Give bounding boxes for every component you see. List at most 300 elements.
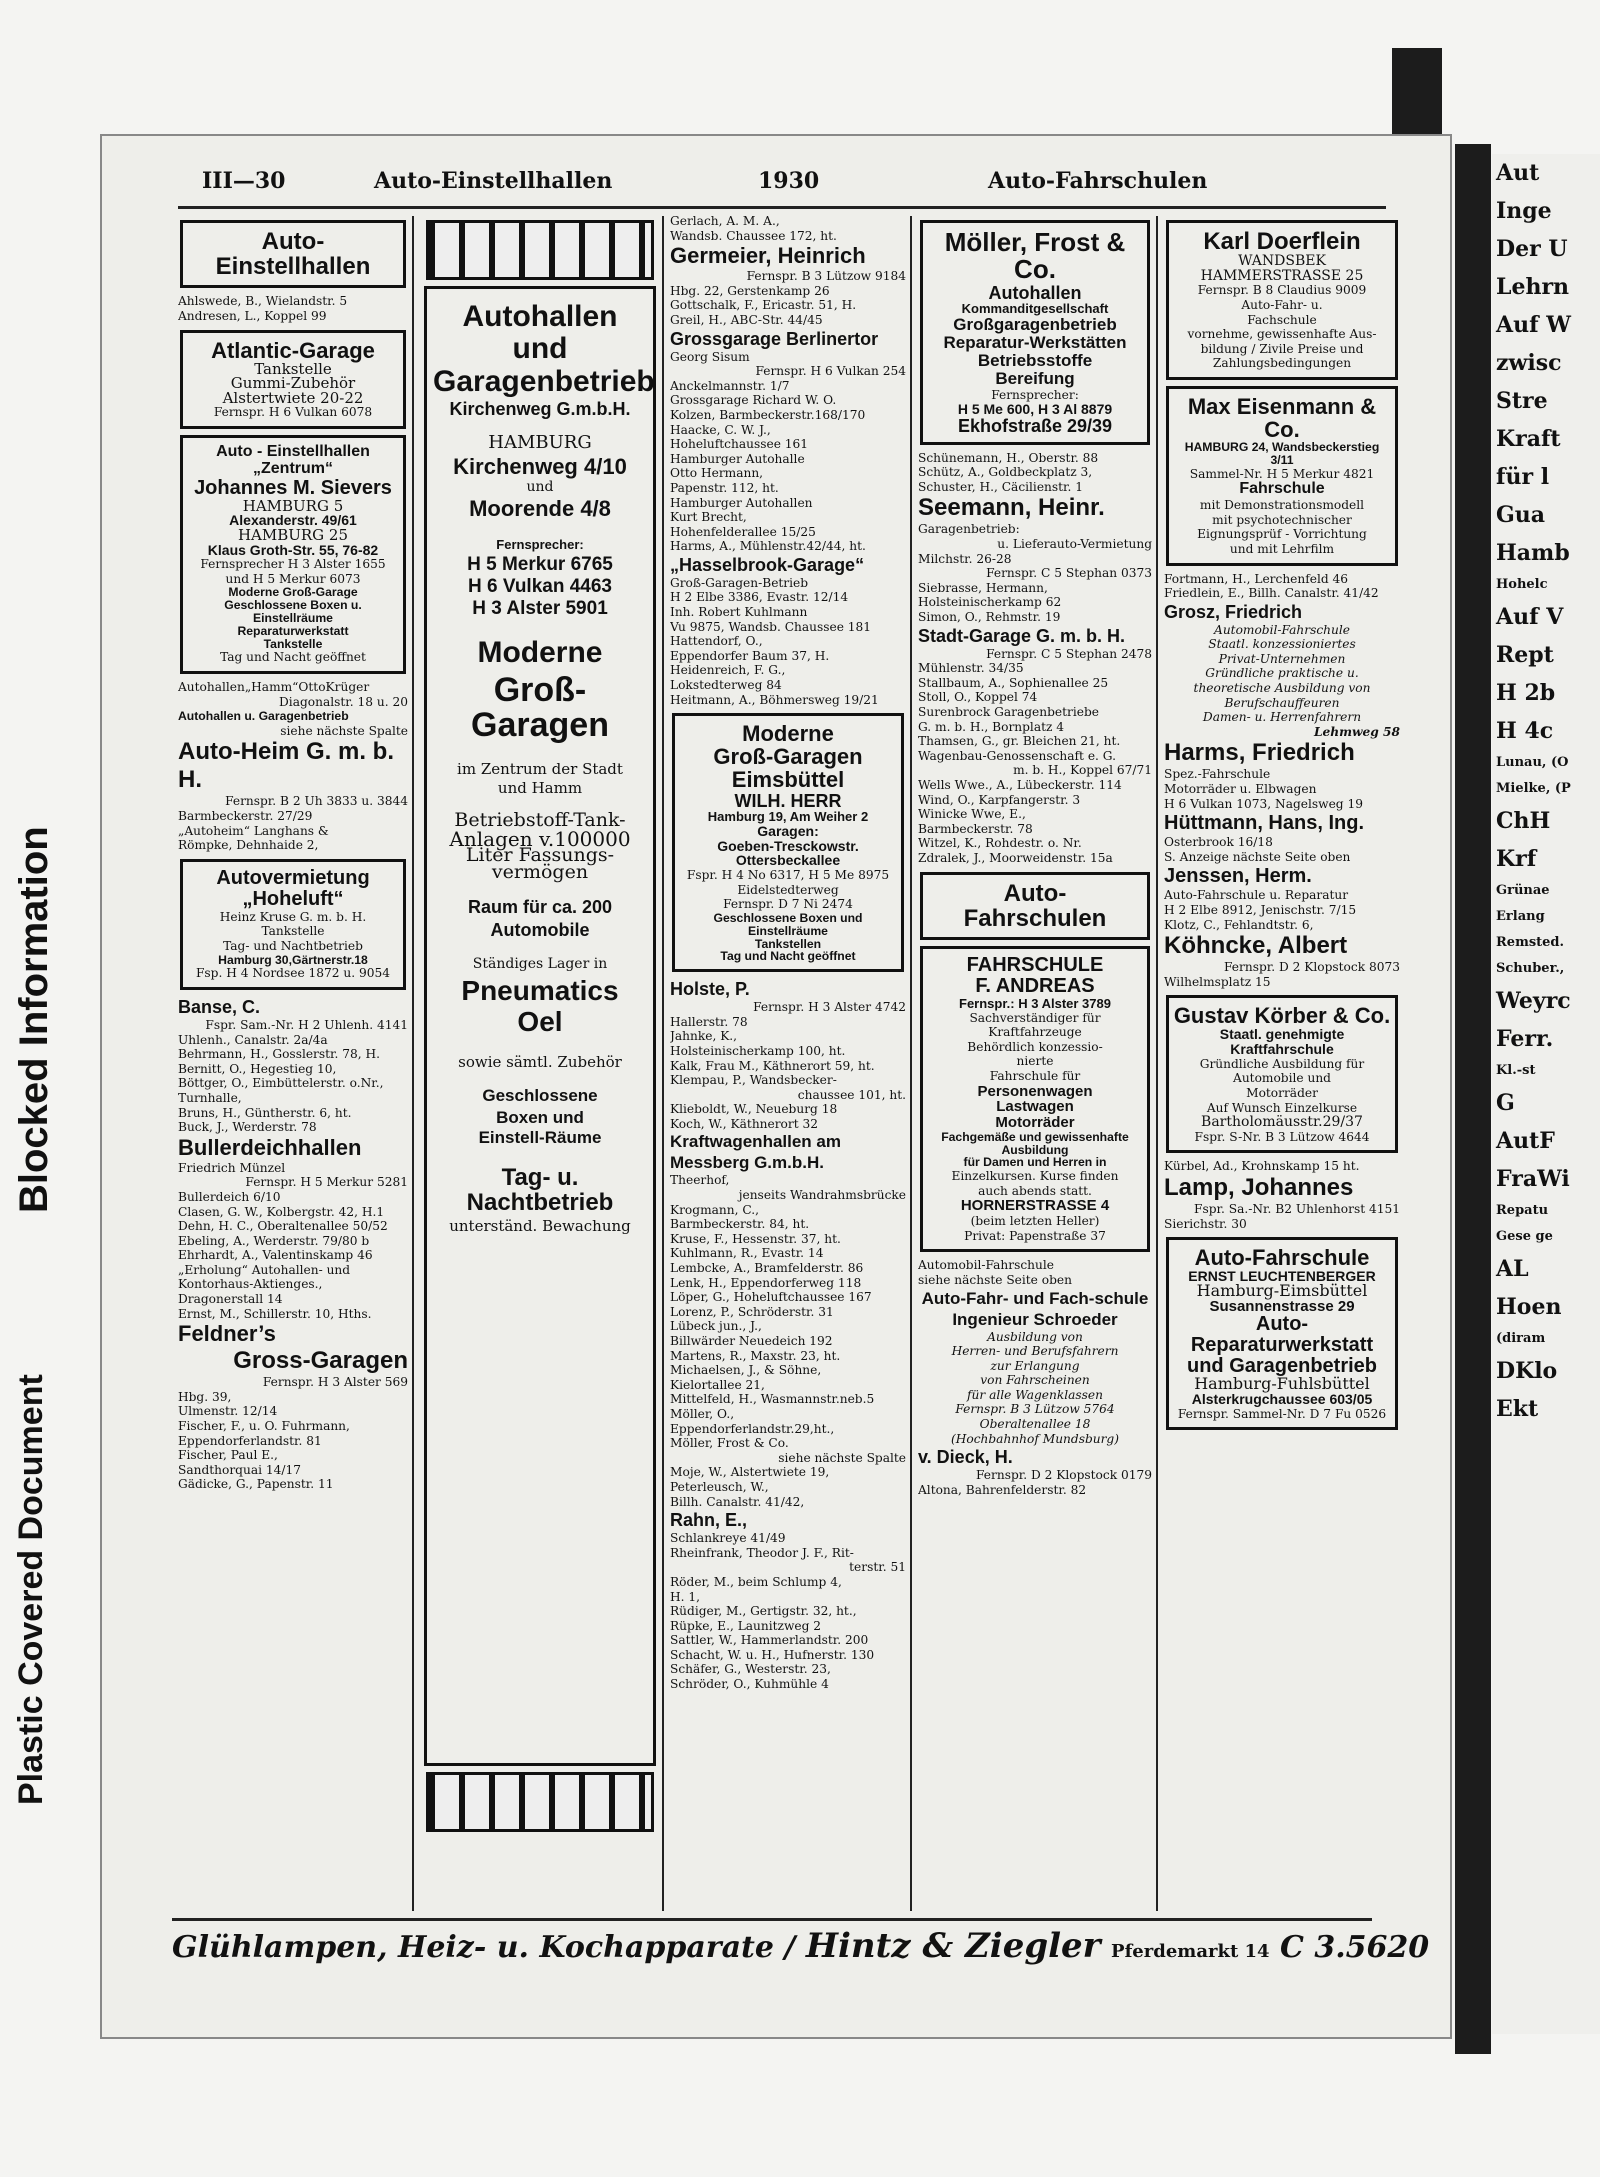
advert-line: Gründliche Ausbildung für (1199, 1056, 1365, 1071)
entry-line: Hallerstr. 78 (670, 1014, 748, 1029)
entry-line: Friedlein, E., Billh. Canalstr. 41/42 (1164, 586, 1379, 601)
entry-line: Schuster, H., Cäcilienstr. 1 (918, 479, 1084, 494)
advert-line: H 5 Merkur 6765 (467, 554, 613, 576)
entry-line: Schacht, W. u. H., Hufnerstr. 130 (670, 1647, 875, 1662)
column-3 (670, 214, 906, 1984)
entry-line: Kuhlmann, R., Evastr. 14 (670, 1246, 824, 1261)
advert-box (180, 330, 406, 429)
advert-line: Ottersbeckallee (735, 852, 841, 869)
entry-line: Fernspr. C 5 Stephan 2478 (986, 646, 1152, 661)
advert-line: Hamburg-Fuhlsbüttel (1194, 1374, 1370, 1394)
adjacent-page-text: Kraft (1496, 426, 1561, 452)
advert-line: Tag- u. Nachtbetrieb (466, 1163, 614, 1217)
advert-line: Max Eisenmann & Co. (1187, 393, 1377, 443)
advert-line: Fspr. S-Nr. B 3 Lützow 4644 (1194, 1129, 1370, 1144)
entry-line: Osterbrook 16/18 (1164, 835, 1273, 850)
column-divider (1156, 216, 1158, 1911)
advert-line: Klaus Groth-Str. 55, 76-82 (207, 541, 379, 558)
advert-line: Atlantic-Garage (211, 337, 375, 363)
entry-group (918, 451, 1152, 495)
entry-line: Hattendorf, O., (670, 634, 763, 649)
advert-line: vermögen (491, 861, 589, 884)
advert-line: Fernspr. H 6 Vulkan 6078 (213, 405, 373, 420)
entry-line: Gädicke, G., Papenstr. 11 (178, 1477, 334, 1492)
advert-line: HAMBURG 5 (242, 496, 344, 515)
adjacent-page-text: Der U (1496, 236, 1568, 262)
entry-line: von Fahrscheinen (980, 1373, 1090, 1388)
advert-line: Kommanditgesellschaft (961, 301, 1109, 317)
adjacent-page-text: Krf (1496, 846, 1537, 872)
entry-line: siehe nächste Spalte (280, 723, 408, 738)
column-divider (412, 216, 414, 1911)
advert-line: und Hamm (497, 778, 583, 797)
advert-line: Fachschule (1247, 312, 1317, 327)
entry-line: Lokstedterweg 84 (670, 678, 782, 693)
adjacent-page-text: Gese ge (1496, 1229, 1553, 1244)
entry-line: Milchstr. 26-28 (918, 551, 1012, 566)
entry-heading: v. Dieck, H. (918, 1447, 1013, 1468)
entry-heading: Auto-Heim G. m. b. H. (178, 738, 394, 794)
entry-group (1164, 623, 1400, 740)
entry-line: Hohenfelderallee 15/25 (670, 524, 816, 539)
advert-line: „Hoheluft“ (242, 887, 344, 910)
advert-line: Einstellräume (253, 611, 333, 625)
entry-line: Wilhelmsplatz 15 (1164, 974, 1271, 989)
advert-line: Geschlossene (482, 1086, 598, 1106)
advert-line: Raum für ca. 200 (467, 896, 613, 917)
entry-group (670, 269, 906, 327)
adjacent-page-text: FraWi (1496, 1166, 1570, 1192)
entry-line: Sierichstr. 30 (1164, 1216, 1247, 1231)
advert-line: Bereifung (995, 368, 1075, 388)
entry-line: Autohallen„Hamm“OttoKrüger (178, 680, 370, 695)
entry-line: Wandsb. Chaussee 172, ht. (670, 228, 837, 243)
entry-line: Bernitt, O., Hegestieg 10, (178, 1061, 337, 1076)
entry-line: Krogmann, C., (670, 1202, 759, 1217)
entry-line: Lembcke, A., Bramfelderstr. 86 (670, 1261, 864, 1276)
entry-line: (Hochbahnhof Mundsburg) (950, 1431, 1119, 1446)
entry-line: Kruse, F., Hessenstr. 37, ht. (670, 1231, 841, 1246)
adjacent-page-text: (diram (1496, 1331, 1546, 1346)
entry-line: Moje, W., Alstertwiete 19, (670, 1465, 830, 1480)
advert-line: Privat: Papenstraße 37 (964, 1228, 1106, 1243)
entry-group (1164, 1159, 1400, 1174)
entry-group (1164, 835, 1400, 864)
entry-line: Gottschalk, F., Ericastr. 51, H. (670, 298, 857, 313)
entry-line: Fischer, Paul E., (178, 1448, 278, 1463)
entry-line: Fischer, F., u. O. Fuhrmann, (178, 1419, 350, 1434)
entry-line: Röder, M., beim Schlump 4, (670, 1574, 842, 1589)
entry-group (918, 1330, 1152, 1447)
advert-line: Fernspr. B 8 Claudius 9009 (1197, 283, 1367, 298)
entry-group (670, 1173, 906, 1509)
entry-line: Fernspr. B 3 Lützow 5764 (955, 1402, 1115, 1417)
entry-group (918, 647, 1152, 866)
adjacent-page-text: Repatu (1496, 1203, 1549, 1218)
advert-line: auch abends statt. (978, 1183, 1092, 1198)
advert-line: Eignungsprüf - Vorrichtung (1197, 527, 1367, 542)
entry-line: Ernst, M., Schillerstr. 10, Hths. (178, 1306, 372, 1321)
entry-line: H. 1, (670, 1589, 701, 1604)
advert-box (180, 435, 406, 674)
adjacent-page-text: Erlang (1496, 909, 1545, 924)
entry-line: Sattler, W., Hammerlandstr. 200 (670, 1633, 869, 1648)
entry-line: Kurt Brecht, (670, 510, 747, 525)
entry-heading: „Hasselbrook-Garage“ (670, 554, 865, 575)
advert-line: F. ANDREAS (975, 974, 1095, 997)
advert-line: Motorräder (995, 1114, 1075, 1131)
entry-heading: Lamp, Johannes (1164, 1174, 1354, 1202)
entry-line: Bruns, H., Güntherstr. 6, ht. (178, 1105, 352, 1120)
entry-heading: Gross-Garagen (233, 1347, 408, 1375)
advert-box (920, 220, 1150, 445)
advert-line: Tag und Nacht geöffnet (220, 650, 366, 665)
entry-line: S. Anzeige nächste Seite oben (1164, 849, 1351, 864)
entry-group (670, 1531, 906, 1692)
advert-line: Tankstelle (261, 924, 325, 939)
adjacent-page-text: Ekt (1496, 1396, 1539, 1422)
entry-line: Oberaltenallee 18 (979, 1417, 1091, 1432)
side-label-plastic: Plastic Covered Document (12, 1374, 50, 1806)
entry-heading: Stadt-Garage G. m. b. H. (918, 625, 1126, 646)
advert-line: und Garagenbetrieb (1186, 1355, 1378, 1378)
advert-line: mit Demonstrationsmodell (1199, 498, 1365, 513)
advert-line: Kraftfahrzeuge (988, 1025, 1082, 1040)
adjacent-page-text: Lehrn (1496, 274, 1570, 300)
entry-line: Uhlenh., Canalstr. 2a/4a (178, 1032, 328, 1047)
advert-line: Tankstelle (263, 636, 323, 651)
advert-line: Johannes M. Sievers (194, 476, 392, 499)
advert-line: Heinz Kruse G. m. b. H. (219, 909, 367, 924)
advert-line: Fernspr. Sammel-Nr. D 7 Fu 0526 (1177, 1406, 1387, 1421)
entry-line: Fernspr. D 2 Klopstock 0179 (976, 1468, 1152, 1483)
adjacent-page-text: Rept (1496, 642, 1554, 668)
entry-line: Wind, O., Karpfangerstr. 3 (918, 792, 1081, 807)
entry-line: m. b. H., Koppel 67/71 (1013, 763, 1152, 778)
entry-line: „Autoheim“ Langhans & (178, 823, 329, 838)
advert-line: Garagenbetrieb (433, 365, 655, 398)
entry-group (178, 1018, 408, 1135)
adjacent-page-edge (1492, 154, 1600, 2034)
entry-line: Buck, J., Werderstr. 78 (178, 1120, 317, 1135)
adjacent-page-text: Hamb (1496, 540, 1570, 566)
advert-line: Karl Doerflein (1203, 228, 1361, 255)
advert-line: Sammel-Nr. H 5 Merkur 4821 (1189, 466, 1375, 481)
adjacent-page-text: DKlo (1496, 1358, 1558, 1384)
advert-line: Auf Wunsch Einzelkurse (1206, 1100, 1358, 1115)
adjacent-page-text: Schuber., (1496, 961, 1565, 976)
entry-line: Spez.-Fahrschule (1164, 767, 1271, 782)
entry-line: Fernspr. H 6 Vulkan 254 (755, 364, 906, 379)
entry-line: Fernspr. D 2 Klopstock 8073 (1224, 960, 1400, 975)
advert-line: für Damen und Herren in (963, 1155, 1107, 1170)
column-divider (662, 216, 664, 1911)
entry-heading: Seemann, Heinr. (918, 494, 1105, 522)
entry-heading: Köhncke, Albert (1164, 932, 1348, 960)
advert-line: Autohallen (988, 282, 1082, 303)
entry-line: H 2 Elbe 3386, Evastr. 12/14 (670, 590, 849, 605)
entry-line: Heidenreich, F. G., (670, 663, 786, 678)
entry-group (918, 1468, 1152, 1497)
entry-line: chaussee 101, ht. (797, 1087, 906, 1102)
entry-line: Fspr. Sa.-Nr. B2 Uhlenhorst 4151 (1194, 1202, 1400, 1217)
entry-line: Billh. Canalstr. 41/42, (670, 1494, 805, 1509)
advert-line: Goeben-Tresckowstr. (717, 837, 859, 854)
entry-group (178, 680, 408, 738)
advert-line: Einstellräume (748, 923, 828, 938)
advert-line: Alsterkrugchaussee 603/05 (1191, 1390, 1373, 1407)
entry-line: Ehrhardt, A., Valentinskamp 46 (178, 1248, 373, 1263)
entry-line: Michaelsen, J., & Söhne, (670, 1363, 822, 1378)
advert-line: Automobile (490, 919, 590, 940)
advert-line: Möller, Frost & Co. (944, 227, 1126, 285)
advert-line: bildung / Zivile Preise und (1200, 341, 1364, 356)
advert-line: Moorende 4/8 (469, 495, 611, 521)
adjacent-page-text: Gua (1496, 502, 1546, 528)
advert-line: Ausbildung (1001, 1142, 1069, 1157)
entry-line: Koch, W., Käthnerort 32 (670, 1116, 819, 1131)
advert-line: Autohallen und (462, 300, 618, 365)
entry-line: Rüdiger, M., Gertigstr. 32, ht., (670, 1604, 857, 1619)
advert-box (1166, 220, 1398, 380)
entry-group (1164, 888, 1400, 932)
advert-box (180, 859, 406, 990)
advert-line: Susannenstrasse 29 (1209, 1297, 1355, 1315)
advert-line: Personenwagen (977, 1082, 1093, 1100)
entry-group (670, 214, 906, 243)
entry-group (670, 1000, 906, 1131)
advert-line: HORNERSTRASSE 4 (960, 1197, 1110, 1215)
entry-line: Lehmweg 58 (1313, 724, 1400, 739)
advert-kirchenweg (424, 286, 656, 1766)
side-label-blocked: Blocked Information (12, 826, 56, 1214)
entry-line: Hbg. 22, Gerstenkamp 26 (670, 283, 830, 298)
entry-line: Georg Sisum (670, 349, 750, 364)
advert-line: Groß-Garagen (471, 670, 609, 745)
entry-line: Ulmenstr. 12/14 (178, 1404, 278, 1419)
advert-line: Kirchenweg G.m.b.H. (449, 398, 631, 419)
entry-group (670, 576, 906, 707)
advert-line: Tankstellen (754, 936, 822, 951)
advert-line: Reparaturwerkstatt (237, 623, 349, 638)
advert-line: Fachgemäße und gewissenhafte (941, 1129, 1129, 1144)
top-corner-tab (1392, 48, 1442, 138)
entry-line: Hbg. 39, (178, 1389, 232, 1404)
entry-line: Papenstr. 112, ht. (670, 480, 779, 495)
adjacent-page-text: Lunau, (O (1496, 755, 1569, 770)
advert-line: Fsp. H 4 Nordsee 1872 u. 9054 (195, 966, 391, 981)
entry-line: Haacke, C. W. J., (670, 422, 771, 437)
entry-line: Kielortallee 21, (670, 1377, 765, 1392)
entry-line: Dragonerstall 14 (178, 1292, 283, 1307)
advert-line: Groß-Garagen (713, 744, 863, 770)
entry-line: Löper, G., Hoheluftchaussee 167 (670, 1290, 872, 1305)
advert-line: Bartholomäusstr.29/37 (1201, 1114, 1363, 1131)
adjacent-page-text: Auf W (1496, 312, 1571, 338)
entry-line: Berufschauffeuren (1224, 695, 1340, 710)
advert-line: Kirchenweg 4/10 (453, 453, 627, 479)
entry-line: Klotz, C., Fehlandtstr. 6, (1164, 917, 1314, 932)
entry-line: Anckelmannstr. 1/7 (670, 378, 790, 393)
advert-line: Motorräder (1246, 1086, 1318, 1101)
footer-phone: C 3.5620 (1280, 1930, 1430, 1965)
advert-line: im Zentrum der Stadt (457, 760, 623, 779)
entry-line: zur Erlangung (990, 1358, 1080, 1373)
directory-page (100, 134, 1452, 2039)
adjacent-page-text: Hohelc (1496, 577, 1548, 592)
advert-line: HAMBURG (488, 432, 592, 454)
entry-line: Martens, R., Maxstr. 23, ht. (670, 1348, 841, 1363)
advert-line: Eimsbüttel (731, 767, 845, 793)
entry-heading: Banse, C. (178, 996, 261, 1017)
footer-advert (172, 1926, 1430, 1976)
advert-line: Einstell-Räume (478, 1128, 602, 1148)
entry-line: Winicke Wwe, E., (918, 807, 1026, 822)
ornament-bottom (426, 1772, 654, 1832)
advert-line: H 3 Alster 5901 (472, 598, 608, 620)
entry-line: Thamsen, G., gr. Bleichen 21, ht. (918, 734, 1121, 749)
advert-line: WILH. HERR (734, 790, 842, 811)
advert-line: Sachverständiger für (969, 1010, 1101, 1025)
entry-line: Ahlswede, B., Wielandstr. 5 (178, 294, 348, 309)
advert-line: Großgaragenbetrieb (953, 315, 1117, 335)
entry-line: Gründliche praktische u. (1205, 666, 1359, 681)
column-2 (422, 214, 658, 1984)
entry-line: Surenbrock Garagenbetriebe (918, 704, 1099, 719)
entry-line: Kolzen, Barmbeckerstr.168/170 (670, 407, 866, 422)
advert-line: Einstellhallen (215, 253, 371, 281)
entry-line: Klempau, P., Wandsbecker- (670, 1073, 837, 1088)
header-right-title: Auto-Fahrschulen (988, 168, 1208, 194)
entry-line: Fernspr. H 3 Alster 569 (262, 1375, 408, 1390)
adjacent-page-text: G (1496, 1090, 1515, 1116)
entry-heading: Hüttmann, Hans, Ing. (1164, 812, 1364, 835)
adjacent-page-text: Remsted. (1496, 935, 1565, 950)
footer-products: Glühlampen, Heiz- u. Kochapparate / (172, 1930, 796, 1965)
entry-line: Auto-Fahrschule u. Reparatur (1164, 888, 1349, 903)
entry-line: Otto Hermann, (670, 466, 764, 481)
entry-line: Wells Wwe., A., Lübeckerstr. 114 (918, 777, 1122, 792)
advert-line: WANDSBEK (1238, 253, 1326, 270)
entry-group (1164, 1202, 1400, 1231)
advert-line: Auto- (261, 228, 325, 255)
advert-line: Boxen und (496, 1108, 584, 1128)
entry-group (1164, 960, 1400, 989)
advert-box (1166, 386, 1398, 566)
advert-line: „Zentrum“ (253, 459, 333, 477)
column-4 (918, 214, 1152, 1984)
adjacent-page-text: zwisc (1496, 350, 1562, 376)
adjacent-page-text: Hoen (1496, 1294, 1562, 1320)
advert-line: Betriebsstoffe (977, 350, 1093, 370)
advert-line: Ständiges Lager in (472, 956, 608, 973)
entry-line: Schäfer, G., Westerstr. 23, (670, 1662, 831, 1677)
entry-line: Automobil-Fahrschule (918, 1258, 1054, 1273)
entry-line: Heitmann, A., Böhmersweg 19/21 (670, 692, 879, 707)
entry-line: Billwärder Neuedeich 192 (670, 1334, 833, 1348)
entry-group (918, 1258, 1152, 1287)
entry-line: Herren- und Berufsfahrern (951, 1344, 1119, 1359)
advert-line: Tag- und Nachtbetrieb (223, 938, 363, 953)
entry-line: Kontorhaus-Aktienges., (178, 1277, 323, 1292)
entry-line: Kalk, Frau M., Käthnerort 59, ht. (670, 1058, 875, 1073)
advert-line: Geschlossene Boxen u. (224, 598, 362, 613)
page-gutter-shadow (1455, 144, 1491, 2054)
entry-line: Hoheluftchaussee 161 (670, 437, 809, 452)
advert-line: Reparatur-Werkstätten (943, 332, 1127, 352)
advert-line: Tag und Nacht geöffnet (720, 949, 856, 964)
advert-line: Alstertwiete 20-22 (222, 388, 364, 407)
entry-group (178, 1161, 408, 1322)
advert-line: HAMBURG 24, Wandsbeckerstieg 3/11 (1184, 440, 1380, 467)
adjacent-page-text: Kl.-st (1496, 1063, 1536, 1078)
entry-heading: Germeier, Heinrich (670, 243, 866, 269)
entry-line: Barmbeckerstr. 27/29 (178, 809, 313, 823)
entry-group (918, 522, 1152, 624)
entry-line: Möller, O., (670, 1406, 735, 1421)
advert-line: sowie sämtl. Zubehör (458, 1052, 622, 1071)
advert-line: Einzelkursen. Kurse finden (951, 1169, 1119, 1184)
header-left-title: Auto-Einstellhallen (374, 168, 613, 194)
entry-line: siehe nächste Spalte (778, 1450, 906, 1465)
advert-line: Oel (517, 1006, 563, 1038)
advert-box (1166, 1237, 1398, 1430)
entry-line: H 6 Vulkan 1073, Nagelsweg 19 (1164, 796, 1363, 811)
advert-line: Hamburg 19, Am Weiher 2 (707, 809, 869, 825)
advert-line: Eidelstedterweg (737, 882, 839, 897)
advert-box (180, 220, 406, 288)
advert-line: FAHRSCHULE (966, 953, 1104, 976)
entry-heading: Holste, P. (670, 979, 750, 1000)
advert-box (920, 872, 1150, 940)
advert-line: Moderne (477, 636, 603, 670)
advert-line: Auto-Fahr- u. (1241, 297, 1323, 312)
entry-line: Bullerdeich 6/10 (178, 1189, 281, 1204)
advert-line: Fernspr.: H 3 Alster 3789 (959, 995, 1111, 1011)
adjacent-page-text: ChH (1496, 808, 1551, 834)
footer-address: Pferdemarkt 14 (1111, 1941, 1270, 1962)
advert-box (672, 713, 904, 972)
advert-line: Fahrschulen (963, 904, 1107, 932)
entry-line: Stoll, O., Koppel 74 (918, 690, 1038, 705)
advert-line: Lastwagen (996, 1098, 1074, 1116)
ornament-top (426, 220, 654, 280)
advert-line: vornehme, gewissenhafte Aus- (1187, 327, 1377, 342)
advert-line: Hamburg 30,Gärtnerstr.18 (218, 952, 368, 967)
adjacent-page-text: Auf V (1496, 604, 1564, 630)
entry-line: u. Lieferauto-Vermietung (997, 537, 1152, 552)
entry-line: Behrmann, H., Gosslerstr. 78, H. (178, 1047, 381, 1062)
entry-line: Dehn, H. C., Oberaltenallee 50/52 (178, 1219, 388, 1234)
entry-line: Harms, A., Mühlenstr.42/44, ht. (670, 539, 866, 554)
entry-line: Gerlach, A. M. A., (670, 214, 780, 228)
entry-line: Theerhof, (670, 1173, 730, 1188)
entry-line: Siebrasse, Hermann, (918, 580, 1048, 595)
advert-line: Auto- (1003, 879, 1067, 907)
entry-group (1164, 767, 1400, 811)
entry-line: Klieboldt, W., Neueburg 18 (670, 1102, 838, 1117)
advert-line: Garagen: (757, 823, 819, 840)
entry-line: Peterleusch, W., (670, 1479, 769, 1494)
entry-line: Ausbildung von (987, 1329, 1083, 1344)
entry-line: Römpke, Dehnhaide 2, (178, 838, 319, 853)
entry-line: Wagenbau-Genossenschaft e. G. (918, 748, 1116, 763)
entry-line: Schütz, A., Goldbeckplatz 3, (918, 465, 1093, 480)
entry-line: Holsteinischerkamp 100, ht. (670, 1043, 846, 1058)
advert-line: H 5 Me 600, H 3 Al 8879 (957, 401, 1113, 418)
entry-heading: Rahn, E., (670, 1510, 748, 1531)
advert-line: Alexanderstr. 49/61 (229, 512, 357, 529)
